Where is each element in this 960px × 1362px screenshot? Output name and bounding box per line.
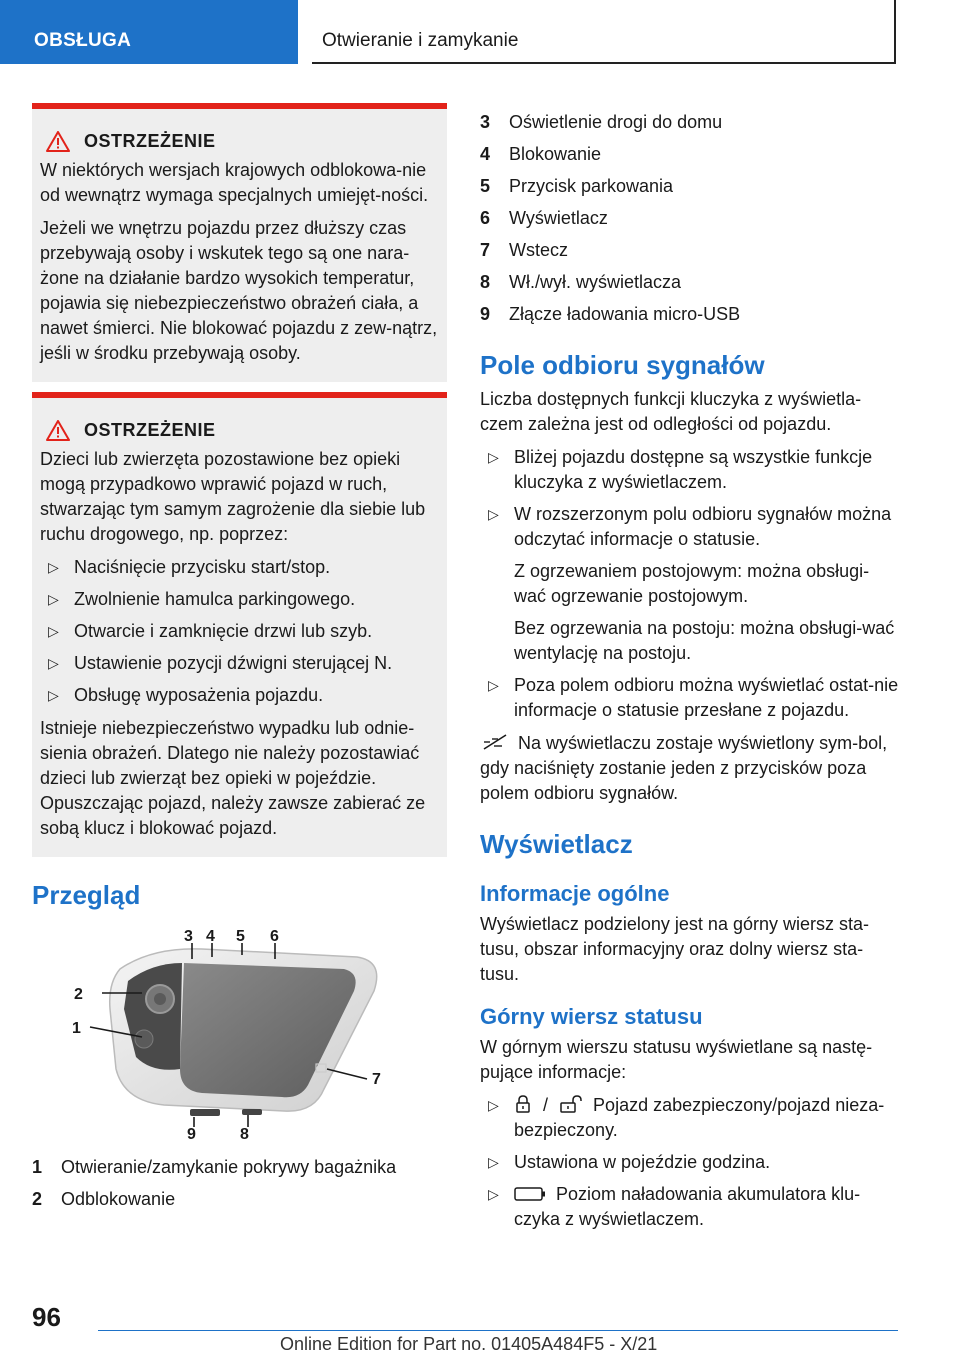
legend-number: 4 bbox=[480, 144, 491, 164]
warning-title-text: OSTRZEŻENIE bbox=[84, 420, 216, 440]
warning-title-text: OSTRZEŻENIE bbox=[84, 131, 216, 151]
triangle-bullet-icon: ▷ bbox=[48, 655, 59, 671]
top-status-intro: W górnym wierszu statusu wyświetlane są nastę-pujące informacje: bbox=[480, 1037, 873, 1082]
warning-paragraph: Istnieje niebezpieczeństwo wypadku lub odnie-sienia obrażeń. Dlatego nie należy pozostawiać dzieci lub zwierząt bez opieki w pojeździe. Opuszczając pojazd, należy zawsze zabierać ze sobą klucz i blokować pojazd. bbox=[40, 718, 426, 838]
list-item-subtext: Z ogrzewaniem postojowym: można obsługi-wać ogrzewanie postojowym. bbox=[514, 561, 870, 606]
list-item-text: Ustawiona w pojeździe godzina. bbox=[514, 1152, 771, 1172]
legend-list-right bbox=[480, 110, 900, 327]
list-item-text: Otwarcie i zamknięcie drzwi lub szyb. bbox=[74, 621, 373, 641]
triangle-bullet-icon: ▷ bbox=[488, 1154, 499, 1170]
warning-title bbox=[40, 420, 439, 441]
reception-note bbox=[480, 731, 900, 806]
list-item bbox=[40, 619, 439, 644]
legend-number: 1 bbox=[32, 1157, 43, 1177]
figure-label: 6 bbox=[270, 929, 279, 945]
legend-item bbox=[32, 1155, 447, 1180]
display-key-figure bbox=[32, 929, 447, 1139]
legend-number: 9 bbox=[480, 304, 491, 324]
legend-number: 3 bbox=[480, 112, 491, 132]
note-text: Na wyświetlaczu zostaje wyświetlony sym-bol, gdy naciśnięty zostanie jeden z przycisków poza polem odbioru sygnałów. bbox=[480, 733, 888, 803]
list-item-subtext: Bez ogrzewania na postoju: można obsługi-wać wentylację na postoju. bbox=[514, 618, 895, 663]
figure-label: 2 bbox=[74, 986, 83, 1003]
right-column bbox=[480, 110, 900, 1240]
reception-list bbox=[480, 445, 900, 723]
list-item bbox=[40, 587, 439, 612]
legend-text: Otwieranie/zamykanie pokrywy bagażnika bbox=[61, 1157, 397, 1177]
list-item-text: Obsługę wyposażenia pojazdu. bbox=[74, 685, 324, 705]
figure-label: 7 bbox=[372, 1071, 381, 1088]
legend-number: 8 bbox=[480, 272, 491, 292]
footer-edition: Online Edition for Part no. 01405A484F5 - X/21 bbox=[280, 1334, 658, 1354]
legend-text: Odblokowanie bbox=[61, 1189, 176, 1209]
legend-item bbox=[32, 1187, 447, 1212]
list-item-text: Bliżej pojazdu dostępne są wszystkie funkcje kluczyka z wyświetlaczem. bbox=[514, 447, 873, 492]
reception-heading: Pole odbioru sygnałów bbox=[480, 350, 765, 380]
chapter-title: Otwieranie i zamykanie bbox=[312, 0, 896, 64]
list-item-text: Pojazd zabezpieczony/pojazd nieza-bezpieczony. bbox=[514, 1095, 885, 1140]
warning-box-1 bbox=[32, 103, 447, 382]
list-item-text: Poziom naładowania akumulatora klu-czyka z wyświetlaczem. bbox=[514, 1184, 861, 1229]
list-item bbox=[480, 1182, 900, 1232]
top-status-list bbox=[480, 1093, 900, 1232]
list-item bbox=[40, 651, 439, 676]
figure-label: 9 bbox=[187, 1126, 196, 1139]
page-number: 96 bbox=[32, 1302, 61, 1332]
figure-label: 8 bbox=[240, 1126, 249, 1139]
left-column bbox=[32, 103, 447, 1219]
legend-item bbox=[480, 302, 900, 327]
legend-text: Wyświetlacz bbox=[509, 208, 608, 228]
legend-number: 7 bbox=[480, 240, 491, 260]
legend-text: Oświetlenie drogi do domu bbox=[509, 112, 723, 132]
legend-list-left bbox=[32, 1155, 447, 1212]
list-item-text: Zwolnienie hamulca parkingowego. bbox=[74, 589, 356, 609]
legend-text: Złącze ładowania micro-USB bbox=[509, 304, 741, 324]
legend-item bbox=[480, 110, 900, 135]
no-signal-icon bbox=[480, 733, 510, 751]
general-info-text: Wyświetlacz podzielony jest na górny wiersz sta-tusu, obszar informacyjny oraz dolny wiersz sta-tusu. bbox=[480, 914, 869, 984]
triangle-bullet-icon: ▷ bbox=[488, 1097, 499, 1113]
legend-text: Wstecz bbox=[509, 240, 569, 260]
legend-item bbox=[480, 238, 900, 263]
legend-text: Wł./wył. wyświetlacza bbox=[509, 272, 682, 292]
top-status-heading: Górny wiersz statusu bbox=[480, 1004, 703, 1029]
triangle-bullet-icon: ▷ bbox=[488, 1186, 499, 1202]
section-tab: OBSŁUGA bbox=[0, 0, 298, 64]
general-info-heading: Informacje ogólne bbox=[480, 881, 670, 906]
lock-open-icon bbox=[559, 1094, 585, 1114]
legend-number: 2 bbox=[32, 1189, 43, 1209]
triangle-bullet-icon: ▷ bbox=[48, 687, 59, 703]
warning-bullet-list bbox=[40, 555, 439, 708]
icon-separator: / bbox=[543, 1095, 549, 1115]
triangle-bullet-icon: ▷ bbox=[48, 559, 59, 575]
display-heading: Wyświetlacz bbox=[480, 829, 633, 859]
warning-box-2 bbox=[32, 392, 447, 857]
list-item bbox=[480, 673, 900, 723]
battery-icon bbox=[514, 1187, 546, 1201]
triangle-bullet-icon: ▷ bbox=[488, 677, 499, 693]
warning-paragraph: W niektórych wersjach krajowych odblokowa-nie od wewnątrz wymaga specjalnych umiejęt-ności. bbox=[40, 160, 429, 205]
legend-text: Blokowanie bbox=[509, 144, 602, 164]
triangle-bullet-icon: ▷ bbox=[48, 591, 59, 607]
display-key-illustration bbox=[32, 929, 447, 1139]
legend-number: 6 bbox=[480, 208, 491, 228]
warning-triangle-icon bbox=[46, 131, 70, 152]
list-item bbox=[480, 502, 900, 666]
warning-paragraph: Jeżeli we wnętrzu pojazdu przez dłuższy czas przebywają osoby i wskutek tego są one nara-żone na działanie bardzo wysokich temperatur, pojawia się niebezpieczeństwo obrażeń ciała, a nawet śmierci. Nie blokować pojazdu z zew-nątrz, jeśli w środku przebywają osoby. bbox=[40, 218, 438, 363]
legend-item bbox=[480, 206, 900, 231]
list-item bbox=[40, 555, 439, 580]
legend-item bbox=[480, 270, 900, 295]
warning-title bbox=[40, 131, 439, 152]
list-item-text: Naciśnięcie przycisku start/stop. bbox=[74, 557, 331, 577]
lock-closed-icon bbox=[514, 1094, 532, 1114]
list-item bbox=[40, 683, 439, 708]
legend-item bbox=[480, 174, 900, 199]
list-item-text: Ustawienie pozycji dźwigni sterującej N. bbox=[74, 653, 393, 673]
figure-label: 1 bbox=[72, 1020, 81, 1037]
triangle-bullet-icon: ▷ bbox=[488, 449, 499, 465]
footer-divider bbox=[98, 1330, 898, 1331]
figure-label: 3 bbox=[184, 929, 193, 945]
list-item bbox=[480, 445, 900, 495]
triangle-bullet-icon: ▷ bbox=[488, 506, 499, 522]
overview-heading: Przegląd bbox=[32, 880, 141, 910]
list-item bbox=[480, 1150, 900, 1175]
triangle-bullet-icon: ▷ bbox=[48, 623, 59, 639]
figure-label: 4 bbox=[206, 929, 215, 945]
reception-intro: Liczba dostępnych funkcji kluczyka z wyświetla-czem zależna jest od odległości od pojazdu. bbox=[480, 389, 862, 434]
list-item-text: W rozszerzonym polu odbioru sygnałów można odczytać informacje o statusie. bbox=[514, 504, 892, 549]
figure-label: 5 bbox=[236, 929, 245, 945]
legend-number: 5 bbox=[480, 176, 491, 196]
list-item bbox=[480, 1093, 900, 1143]
warning-paragraph: Dzieci lub zwierzęta pozostawione bez opieki mogą przypadkowo wprawić pojazd w ruch, stwarzając tym samym zagrożenie dla siebie lub ruchu drogowego, np. poprzez: bbox=[40, 449, 426, 544]
legend-item bbox=[480, 142, 900, 167]
warning-triangle-icon bbox=[46, 420, 70, 441]
list-item-text: Poza polem odbioru można wyświetlać ostat-nie informacje o statusie przesłane z pojazdu. bbox=[514, 675, 899, 720]
legend-text: Przycisk parkowania bbox=[509, 176, 674, 196]
